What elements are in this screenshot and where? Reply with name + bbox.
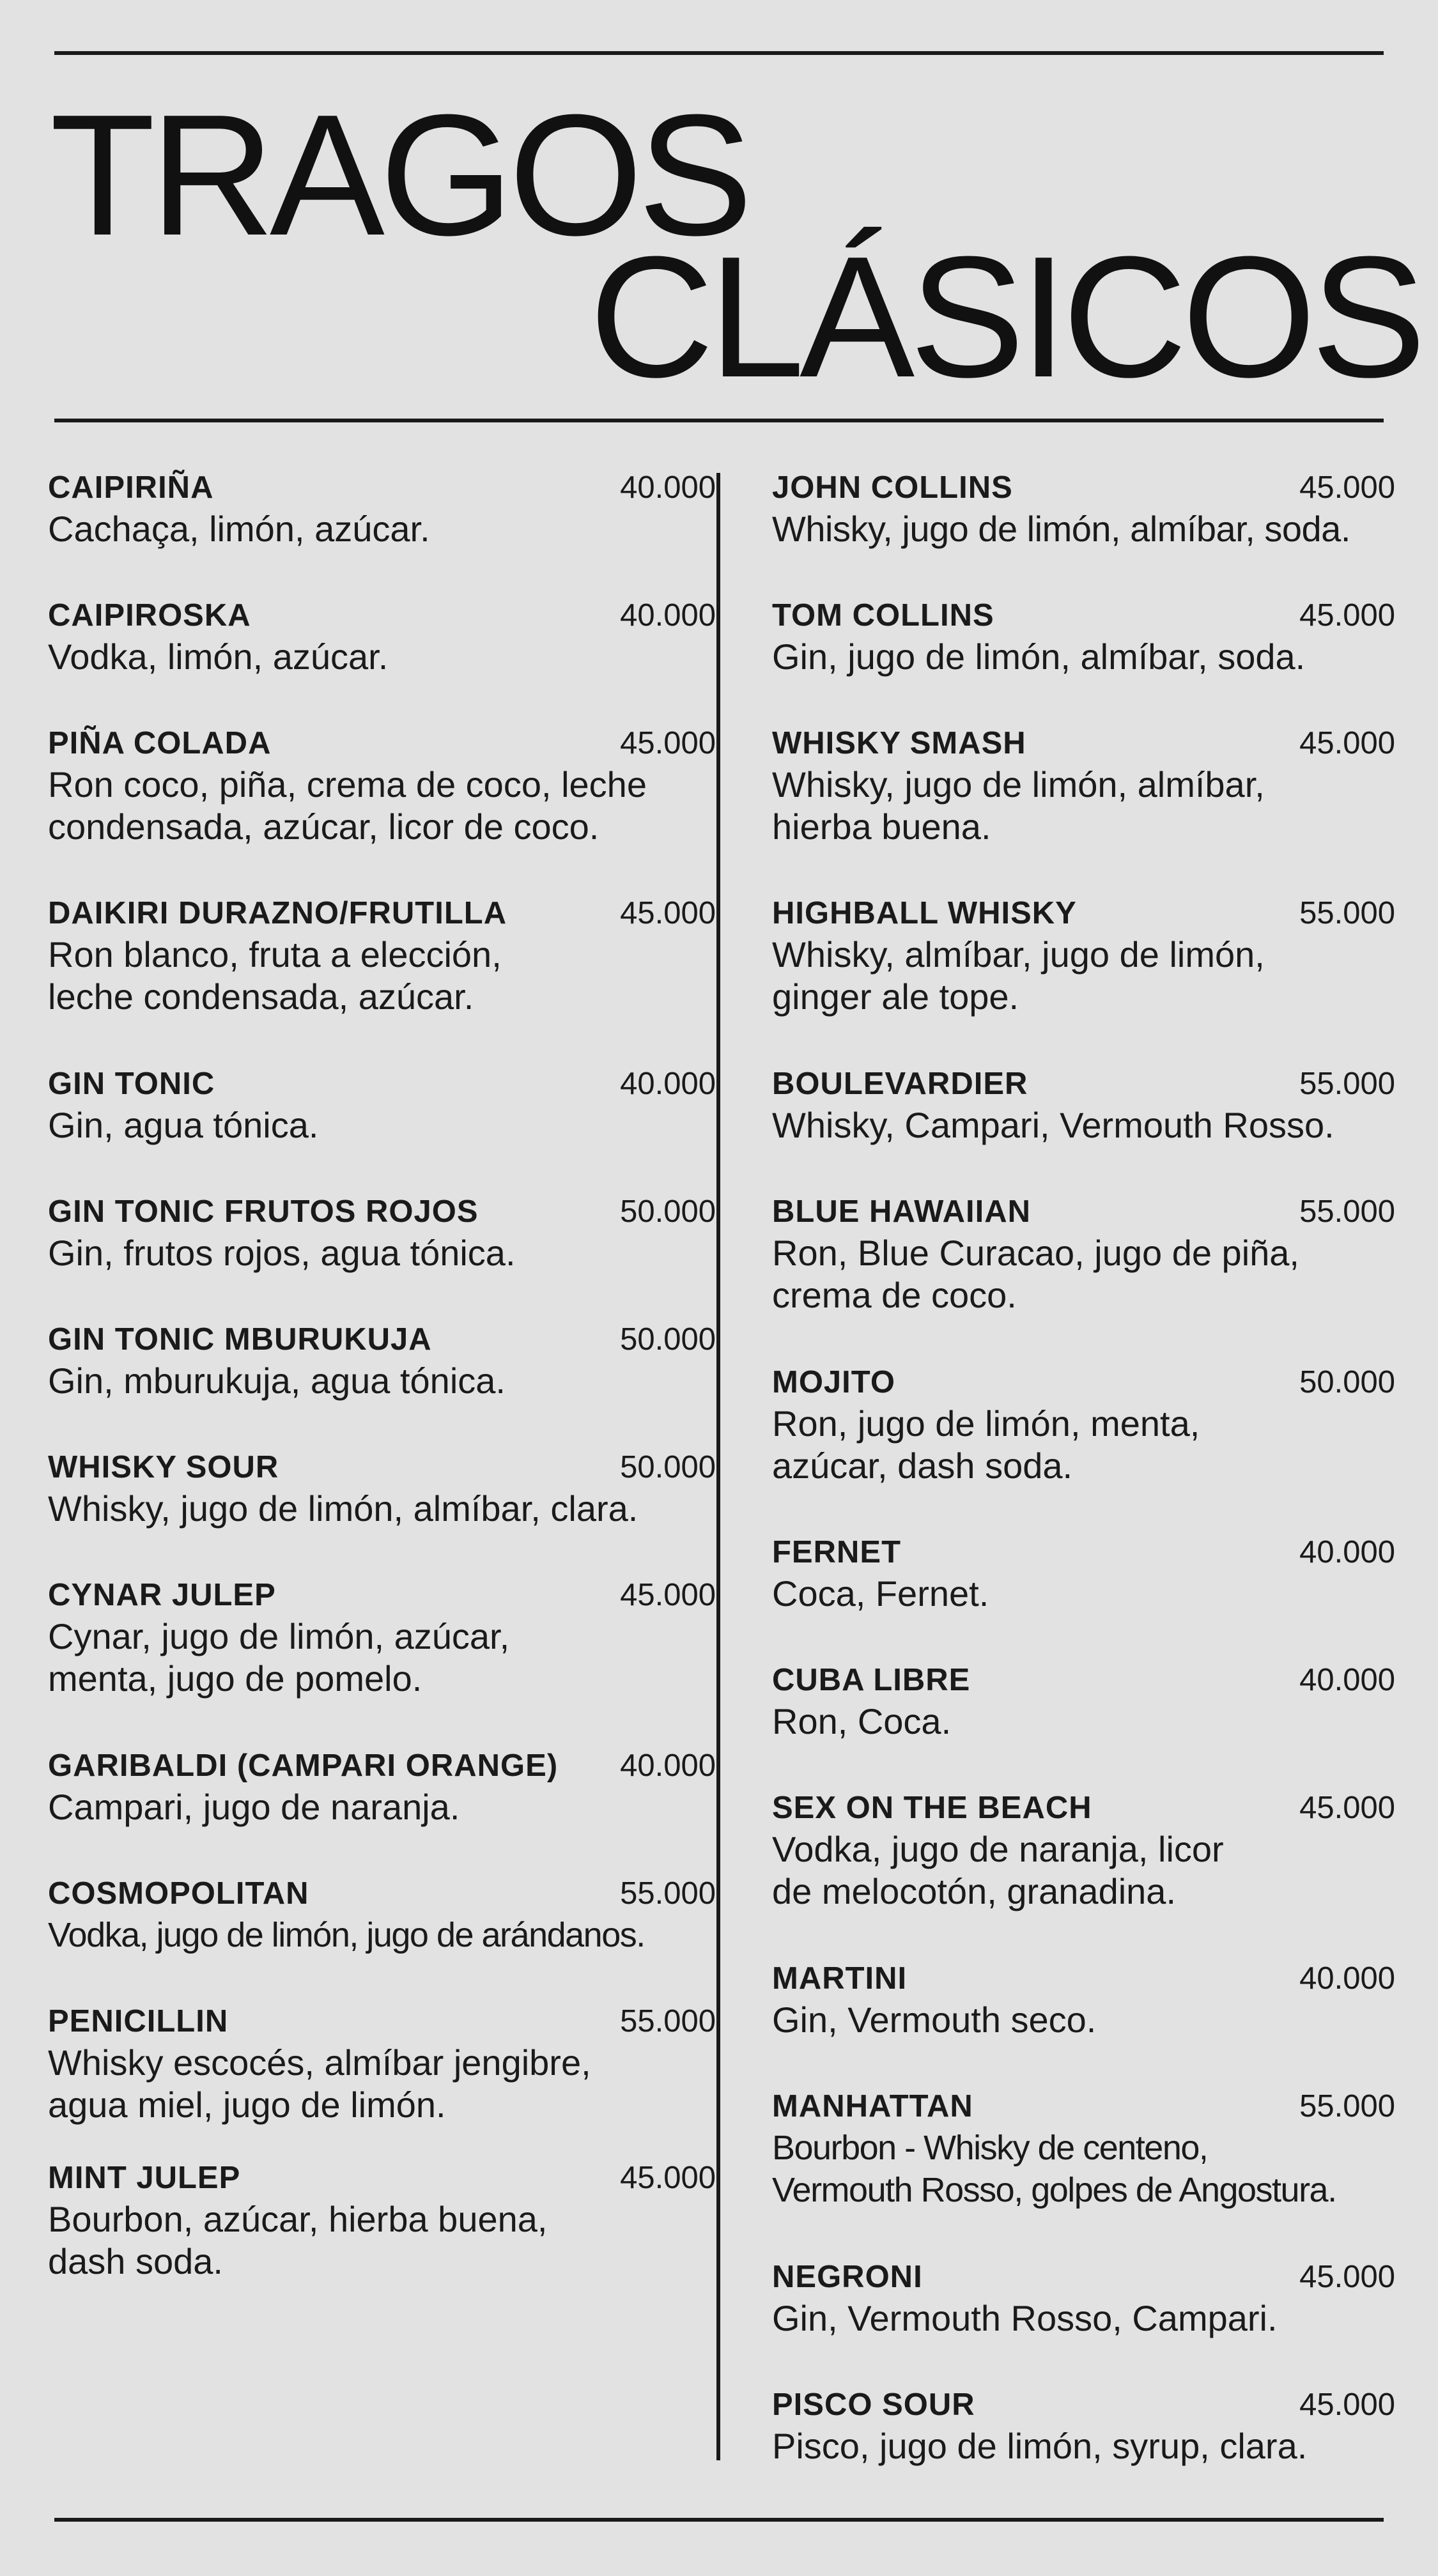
menu-item-price: 45.000 bbox=[1299, 726, 1395, 760]
menu-item-description: Whisky, Campari, Vermouth Rosso. bbox=[772, 1105, 1334, 1145]
bottom-rule bbox=[54, 2518, 1384, 2522]
menu-item-name: FERNET bbox=[772, 1535, 901, 1570]
menu-item-price: 45.000 bbox=[620, 726, 716, 760]
menu-item-description: Gin, frutos rojos, agua tónica. bbox=[48, 1233, 516, 1273]
menu-item bbox=[48, 725, 716, 848]
menu-item-description: Ron, Blue Curacao, jugo de piña, crema de coco. bbox=[772, 1233, 1299, 1315]
menu-item-description: Ron, jugo de limón, menta, azúcar, dash soda. bbox=[772, 1403, 1200, 1486]
menu-item-price: 50.000 bbox=[620, 1194, 716, 1229]
menu-item bbox=[772, 598, 1395, 678]
menu-item-description: Bourbon - Whisky de centeno, Vermouth Rosso, golpes de Angostura. bbox=[772, 2129, 1336, 2209]
menu-item bbox=[772, 1790, 1395, 1913]
menu-item-name: MANHATTAN bbox=[772, 2089, 973, 2124]
menu-item-description: Gin, Vermouth seco. bbox=[772, 2000, 1097, 2040]
menu-item-description: Whisky, jugo de limón, almíbar, soda. bbox=[772, 509, 1350, 549]
menu-item-name: DAIKIRI DURAZNO/FRUTILLA bbox=[48, 896, 507, 930]
menu-item-price: 40.000 bbox=[620, 598, 716, 633]
menu-item-price: 45.000 bbox=[620, 2161, 716, 2195]
menu-item-price: 45.000 bbox=[1299, 1791, 1395, 1825]
menu-item-description: Gin, jugo de limón, almíbar, soda. bbox=[772, 636, 1306, 677]
menu-item bbox=[48, 2160, 716, 2283]
menu-item-price: 55.000 bbox=[1299, 896, 1395, 930]
menu-item-name: BLUE HAWAIIAN bbox=[772, 1194, 1031, 1229]
menu-item-price: 45.000 bbox=[1299, 2260, 1395, 2294]
menu-item bbox=[772, 1662, 1395, 1743]
menu-item-price: 45.000 bbox=[620, 896, 716, 930]
menu-item-price: 55.000 bbox=[1299, 1067, 1395, 1101]
menu-item bbox=[48, 2003, 716, 2126]
menu-item-description: Ron, Coca. bbox=[772, 1701, 952, 1741]
menu-title-line-2: CLÁSICOS bbox=[589, 221, 1421, 413]
menu-item-description: Vodka, jugo de naranja, licor de melocotón, granadina. bbox=[772, 1829, 1224, 1911]
menu-item-price: 50.000 bbox=[620, 1450, 716, 1485]
menu-item-name: PENICILLIN bbox=[48, 2004, 229, 2039]
top-rule bbox=[54, 51, 1384, 55]
menu-item-name: MARTINI bbox=[772, 1961, 908, 1996]
column-divider bbox=[716, 473, 720, 2460]
menu-item bbox=[772, 1534, 1395, 1615]
menu-item-description: Whisky escocés, almíbar jengibre, agua miel, jugo de limón. bbox=[48, 2042, 591, 2125]
menu-item bbox=[48, 1066, 716, 1146]
menu-item-price: 40.000 bbox=[620, 1067, 716, 1101]
menu-item-name: CYNAR JULEP bbox=[48, 1578, 276, 1612]
menu-item bbox=[48, 1876, 716, 1956]
menu-item-name: CUBA LIBRE bbox=[772, 1663, 971, 1697]
menu-item-price: 55.000 bbox=[1299, 1194, 1395, 1229]
menu-item-price: 40.000 bbox=[620, 470, 716, 505]
menu-item-name: PISCO SOUR bbox=[772, 2387, 975, 2422]
menu-item-price: 55.000 bbox=[620, 1876, 716, 1911]
menu-item-description: Pisco, jugo de limón, syrup, clara. bbox=[772, 2426, 1308, 2466]
header-rule bbox=[54, 419, 1384, 422]
menu-item-description: Whisky, jugo de limón, almíbar, clara. bbox=[48, 1488, 638, 1529]
menu-item-price: 45.000 bbox=[1299, 598, 1395, 633]
menu-item-price: 55.000 bbox=[620, 2004, 716, 2039]
menu-item-price: 50.000 bbox=[620, 1322, 716, 1357]
menu-item bbox=[48, 1322, 716, 1402]
menu-item-description: Campari, jugo de naranja. bbox=[48, 1787, 460, 1827]
menu-item-name: GIN TONIC FRUTOS ROJOS bbox=[48, 1194, 479, 1229]
menu-item-description: Cachaça, limón, azúcar. bbox=[48, 509, 430, 549]
menu-item-name: JOHN COLLINS bbox=[772, 470, 1013, 505]
menu-item bbox=[772, 1364, 1395, 1487]
menu-item-name: CAIPIRIÑA bbox=[48, 470, 214, 505]
menu-item-description: Gin, agua tónica. bbox=[48, 1105, 319, 1145]
menu-item-name: GARIBALDI (CAMPARI ORANGE) bbox=[48, 1748, 559, 1783]
menu-item-description: Cynar, jugo de limón, azúcar, menta, jugo de pomelo. bbox=[48, 1616, 510, 1699]
menu-item-name: GIN TONIC bbox=[48, 1067, 215, 1101]
menu-item-name: CAIPIROSKA bbox=[48, 598, 251, 633]
menu-item-price: 40.000 bbox=[620, 1748, 716, 1783]
menu-item-name: PIÑA COLADA bbox=[48, 726, 272, 760]
menu-item-price: 40.000 bbox=[1299, 1535, 1395, 1570]
menu-item-description: Gin, Vermouth Rosso, Campari. bbox=[772, 2298, 1278, 2338]
menu-item bbox=[48, 1577, 716, 1700]
menu-item-name: MOJITO bbox=[772, 1365, 895, 1400]
menu-item-price: 45.000 bbox=[620, 1578, 716, 1612]
menu-item bbox=[772, 1066, 1395, 1146]
menu-item-description: Ron coco, piña, crema de coco, leche condensada, azúcar, licor de coco. bbox=[48, 764, 647, 847]
menu-item-name: WHISKY SOUR bbox=[48, 1450, 279, 1485]
menu-item-name: HIGHBALL WHISKY bbox=[772, 896, 1077, 930]
menu-item-name: COSMOPOLITAN bbox=[48, 1876, 309, 1911]
menu-title-line-1: TRAGOS bbox=[50, 79, 748, 272]
menu-item-price: 40.000 bbox=[1299, 1961, 1395, 1996]
menu-item bbox=[48, 598, 716, 678]
menu-item-price: 55.000 bbox=[1299, 2089, 1395, 2124]
menu-item-description: Vodka, jugo de limón, jugo de arándanos. bbox=[48, 1916, 645, 1954]
menu-item-description: Whisky, jugo de limón, almíbar, hierba buena. bbox=[772, 764, 1265, 847]
menu-item-name: BOULEVARDIER bbox=[772, 1067, 1028, 1101]
menu-item-price: 45.000 bbox=[1299, 2387, 1395, 2422]
menu-item bbox=[772, 2387, 1395, 2467]
menu-item bbox=[772, 725, 1395, 848]
menu-item bbox=[48, 1194, 716, 1274]
menu-item bbox=[772, 2259, 1395, 2340]
menu-item-price: 45.000 bbox=[1299, 470, 1395, 505]
menu-item-description: Gin, mburukuja, agua tónica. bbox=[48, 1361, 506, 1401]
menu-item-price: 50.000 bbox=[1299, 1365, 1395, 1400]
menu-item-price: 40.000 bbox=[1299, 1663, 1395, 1697]
menu-item-name: MINT JULEP bbox=[48, 2161, 241, 2195]
menu-item bbox=[48, 470, 716, 550]
menu-item bbox=[772, 1194, 1395, 1316]
menu-item bbox=[772, 470, 1395, 550]
menu-item bbox=[772, 895, 1395, 1018]
menu-item-description: Ron blanco, fruta a elección, leche condensada, azúcar. bbox=[48, 934, 502, 1017]
menu-item bbox=[48, 1449, 716, 1530]
menu-item bbox=[48, 895, 716, 1018]
menu-item bbox=[48, 1748, 716, 1828]
menu-item-description: Bourbon, azúcar, hierba buena, dash soda. bbox=[48, 2199, 548, 2281]
menu-item bbox=[772, 1961, 1395, 2041]
menu-item-name: SEX ON THE BEACH bbox=[772, 1791, 1092, 1825]
menu-item-description: Vodka, limón, azúcar. bbox=[48, 636, 389, 677]
menu-item-name: WHISKY SMASH bbox=[772, 726, 1026, 760]
menu-item-name: GIN TONIC MBURUKUJA bbox=[48, 1322, 432, 1357]
menu-item-name: NEGRONI bbox=[772, 2260, 923, 2294]
menu-item-name: TOM COLLINS bbox=[772, 598, 994, 633]
menu-item-description: Whisky, almíbar, jugo de limón, ginger ale tope. bbox=[772, 934, 1265, 1017]
menu-item bbox=[772, 2088, 1395, 2211]
menu-item-description: Coca, Fernet. bbox=[772, 1573, 989, 1614]
